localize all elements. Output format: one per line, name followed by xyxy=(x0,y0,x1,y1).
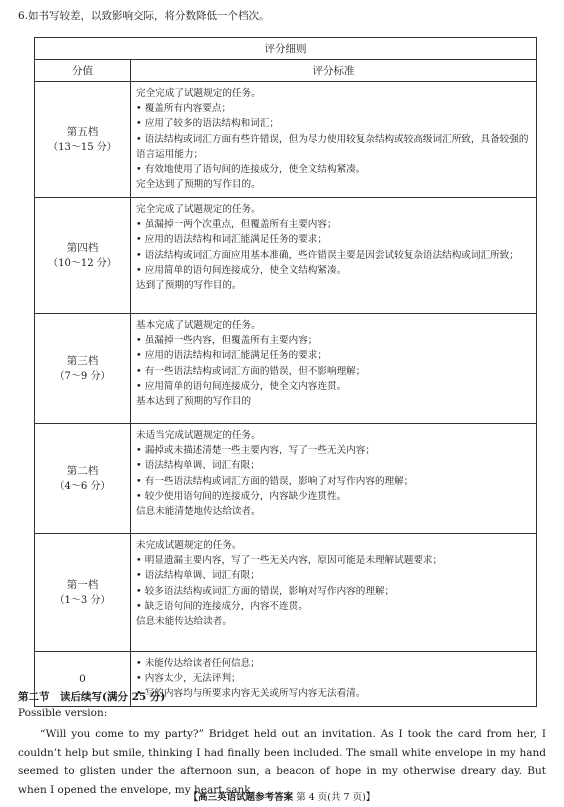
criteria-bullet: • 应用简单的语句间连接成分，使全文内容连贯。 xyxy=(136,380,347,392)
criteria-bullet: • 语法结构或词汇方面应用基本准确，些许错误主要是因尝试较复杂语法结构或词汇所致； xyxy=(136,249,519,261)
score-range: （1～3 分） xyxy=(54,594,111,606)
criteria-summary: 信息未能传达给读者。 xyxy=(136,616,232,628)
criteria-bullet: • 有一些语法结构或词汇方面的错误，但不影响理解； xyxy=(136,365,366,377)
score-level-name: 第三档 xyxy=(66,354,99,367)
score-level-cell xyxy=(35,314,131,424)
criteria-summary: 基本完成了试题规定的任务。 xyxy=(136,320,261,331)
criteria-bullet: • 内容太少，无法评判； xyxy=(136,673,241,685)
criteria-bullet: • 语法结构单调、词汇有限； xyxy=(136,460,260,472)
criteria-summary: 完全达到了预期的写作目的。 xyxy=(136,179,261,191)
criteria-bullet: • 较少使用语句间的连接成分，内容缺少连贯性。 xyxy=(136,490,347,502)
score-level-name: 第五档 xyxy=(66,125,99,138)
score-level-cell xyxy=(35,82,131,198)
scoring-rubric-table xyxy=(34,37,537,707)
score-level-cell xyxy=(35,198,131,314)
table-row xyxy=(35,534,537,652)
criteria-bullet: • 写的内容均与所要求内容无关或所写内容无法看清。 xyxy=(136,688,366,700)
score-level-name: 第二档 xyxy=(66,464,99,477)
criteria-bullet: • 未能传达给读者任何信息； xyxy=(136,658,260,669)
possible-version-label: Possible version: xyxy=(18,707,108,719)
criteria-summary: 信息未能清楚地传达给读者。 xyxy=(136,506,261,518)
table-row xyxy=(35,314,537,424)
score-range: （13～15 分） xyxy=(48,141,117,153)
scoring-note: 6.如书写较差，以致影响交际，将分数降低一个档次。 xyxy=(18,10,270,22)
criteria-bullet: • 应用了较多的语法结构和词汇； xyxy=(136,118,280,130)
table-row xyxy=(35,82,537,198)
essay-paragraph: “Will you come to my party?” Bridget held out an invitation. As I took the card from her, I couldn’t help but smile, thinking I had finally been included. The small white envelope in my hand seemed to glisten under the afternoon sun, a beacon of hope in my otherwise dreary day. But when I opened the envelope, my heart sank. xyxy=(18,728,546,796)
criteria-bullet: • 语法结构或词汇方面有些许错误，但为尽力使用较复杂结构或较高级词汇所致，具备较强的语言运用能力； xyxy=(136,133,529,160)
criteria-cell xyxy=(131,534,537,652)
table-row xyxy=(35,198,537,314)
criteria-cell xyxy=(131,82,537,198)
criteria-summary: 基本达到了预期的写作目的 xyxy=(136,396,252,408)
criteria-bullet: • 漏掉或未描述清楚一些主要内容，写了一些无关内容； xyxy=(136,445,375,457)
criteria-bullet: • 应用的语法结构和词汇能满足任务的要求； xyxy=(136,234,327,246)
table-title: 评分细则 xyxy=(35,38,537,60)
section-heading: 第二节 读后续写(满分 25 分) xyxy=(18,691,166,703)
page-footer xyxy=(0,789,564,803)
criteria-bullet: • 明显遗漏主要内容，写了一些无关内容，原因可能是未理解试题要求； xyxy=(136,555,443,567)
criteria-cell xyxy=(131,652,537,707)
score-level-name: 0 xyxy=(79,672,86,685)
criteria-bullet: • 语法结构单调、词汇有限； xyxy=(136,570,260,582)
criteria-bullet: • 有一些语法结构或词汇方面的错误，影响了对写作内容的理解； xyxy=(136,475,414,487)
criteria-summary: 完全完成了试题规定的任务。 xyxy=(136,204,261,215)
score-level-name: 第一档 xyxy=(66,578,99,591)
criteria-bullet: • 有效地使用了语句间的连接成分，使全文结构紧凑。 xyxy=(136,164,366,176)
criteria-summary: 达到了预期的写作目的。 xyxy=(136,280,242,292)
criteria-bullet: • 应用简单的语句间连接成分，使全文结构紧凑。 xyxy=(136,264,347,276)
column-header-criteria: 评分标准 xyxy=(131,60,537,82)
criteria-bullet: • 应用的语法结构和词汇能满足任务的要求； xyxy=(136,350,327,362)
score-level-cell xyxy=(35,534,131,652)
criteria-bullet: • 较多语法结构或词汇方面的错误，影响对写作内容的理解； xyxy=(136,585,395,597)
criteria-summary: 未适当完成试题规定的任务。 xyxy=(136,430,261,441)
criteria-bullet: • 覆盖所有内容要点； xyxy=(136,103,232,115)
criteria-bullet: • 虽漏掉一些内容，但覆盖所有主要内容； xyxy=(136,335,318,347)
criteria-bullet: • 缺乏语句间的连接成分，内容不连贯。 xyxy=(136,600,308,612)
criteria-bullet: • 虽漏掉一两个次重点，但覆盖所有主要内容； xyxy=(136,219,337,231)
score-range: （4～6 分） xyxy=(54,480,111,492)
score-range: （7～9 分） xyxy=(54,370,111,382)
rubric-rows xyxy=(35,82,537,707)
table-row xyxy=(35,424,537,534)
footer-page-number: 第 4 页(共 7 页)】 xyxy=(296,792,376,803)
criteria-cell xyxy=(131,314,537,424)
column-header-score: 分值 xyxy=(35,60,131,82)
score-level-name: 第四档 xyxy=(66,241,99,254)
criteria-summary: 完全完成了试题规定的任务。 xyxy=(136,88,261,99)
criteria-summary: 未完成试题规定的任务。 xyxy=(136,540,242,551)
criteria-cell xyxy=(131,424,537,534)
score-range: （10～12 分） xyxy=(48,257,117,269)
criteria-cell xyxy=(131,198,537,314)
footer-title: 【高三英语试题参考答案 xyxy=(188,792,294,803)
score-level-cell xyxy=(35,424,131,534)
